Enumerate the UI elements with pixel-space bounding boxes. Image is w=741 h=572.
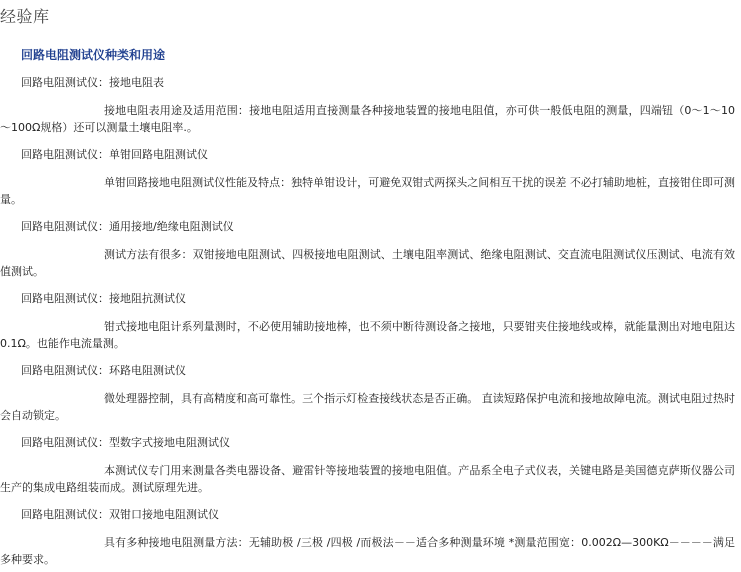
section-heading: 回路电阻测试仪：双钳口接地电阻测试仪 bbox=[21, 508, 219, 521]
article-title: 回路电阻测试仪种类和用途 bbox=[21, 48, 166, 62]
article-section bbox=[0, 75, 741, 136]
article-section bbox=[0, 507, 741, 568]
section-body: 具有多种接地电阻测量方法：无辅助极 /三极 /四极 /而极法－－适合多种测量环境 *测量范围宽：0.002Ω—300KΩ－－－－满足多种要求。 bbox=[0, 536, 735, 566]
section-body: 测试方法有很多：双钳接地电阻测试、四极接地电阻测试、土壤电阻率测试、绝缘电阻测试、交直流电阻测试仪压测试、电流有效值测试。 bbox=[0, 248, 735, 278]
section-body: 本测试仪专门用来测量各类电器设备、避雷针等接地装置的接地电阻值。产品系全电子式仪表，关键电路是美国德克萨斯仪器公司生产的集成电路组装而成。测试原理先进。 bbox=[0, 464, 735, 494]
section-body: 微处理器控制，具有高精度和高可靠性。三个指示灯检查接线状态是否正确。 直读短路保护电流和接地故障电流。测试电阻过热时会自动锁定。 bbox=[0, 392, 735, 422]
page-header-title: 经验库 bbox=[0, 7, 50, 26]
section-heading: 回路电阻测试仪：通用接地/绝缘电阻测试仪 bbox=[21, 220, 234, 233]
section-heading: 回路电阻测试仪：接地阻抗测试仪 bbox=[21, 292, 186, 305]
section-heading: 回路电阻测试仪：接地电阻表 bbox=[21, 76, 164, 89]
article-section bbox=[0, 219, 741, 280]
section-body: 钳式接地电阻计系列量测时，不必使用辅助接地棒，也不须中断待测设备之接地，只要钳夹住接地线或棒，就能量测出对地电阻达0.1Ω。也能作电流量测。 bbox=[0, 320, 735, 350]
section-heading: 回路电阻测试仪：型数字式接地电阻测试仪 bbox=[21, 436, 230, 449]
section-heading: 回路电阻测试仪：环路电阻测试仪 bbox=[21, 364, 186, 377]
article-section bbox=[0, 435, 741, 496]
article-section bbox=[0, 363, 741, 424]
section-heading: 回路电阻测试仪：单钳回路电阻测试仪 bbox=[21, 148, 208, 161]
article bbox=[0, 46, 741, 568]
article-section bbox=[0, 147, 741, 208]
article-section bbox=[0, 291, 741, 352]
section-body: 接地电阻表用途及适用范围：接地电阻适用直接测量各种接地装置的接地电阻值，亦可供一般低电阻的测量，四端钮（0～1～10～100Ω规格）还可以测量土壤电阻率.。 bbox=[0, 104, 735, 134]
section-body: 单钳回路接地电阻测试仪性能及特点：独特单钳设计，可避免双钳式两探头之间相互干扰的误差 不必打辅助地桩，直接钳住即可测量。 bbox=[0, 176, 735, 206]
